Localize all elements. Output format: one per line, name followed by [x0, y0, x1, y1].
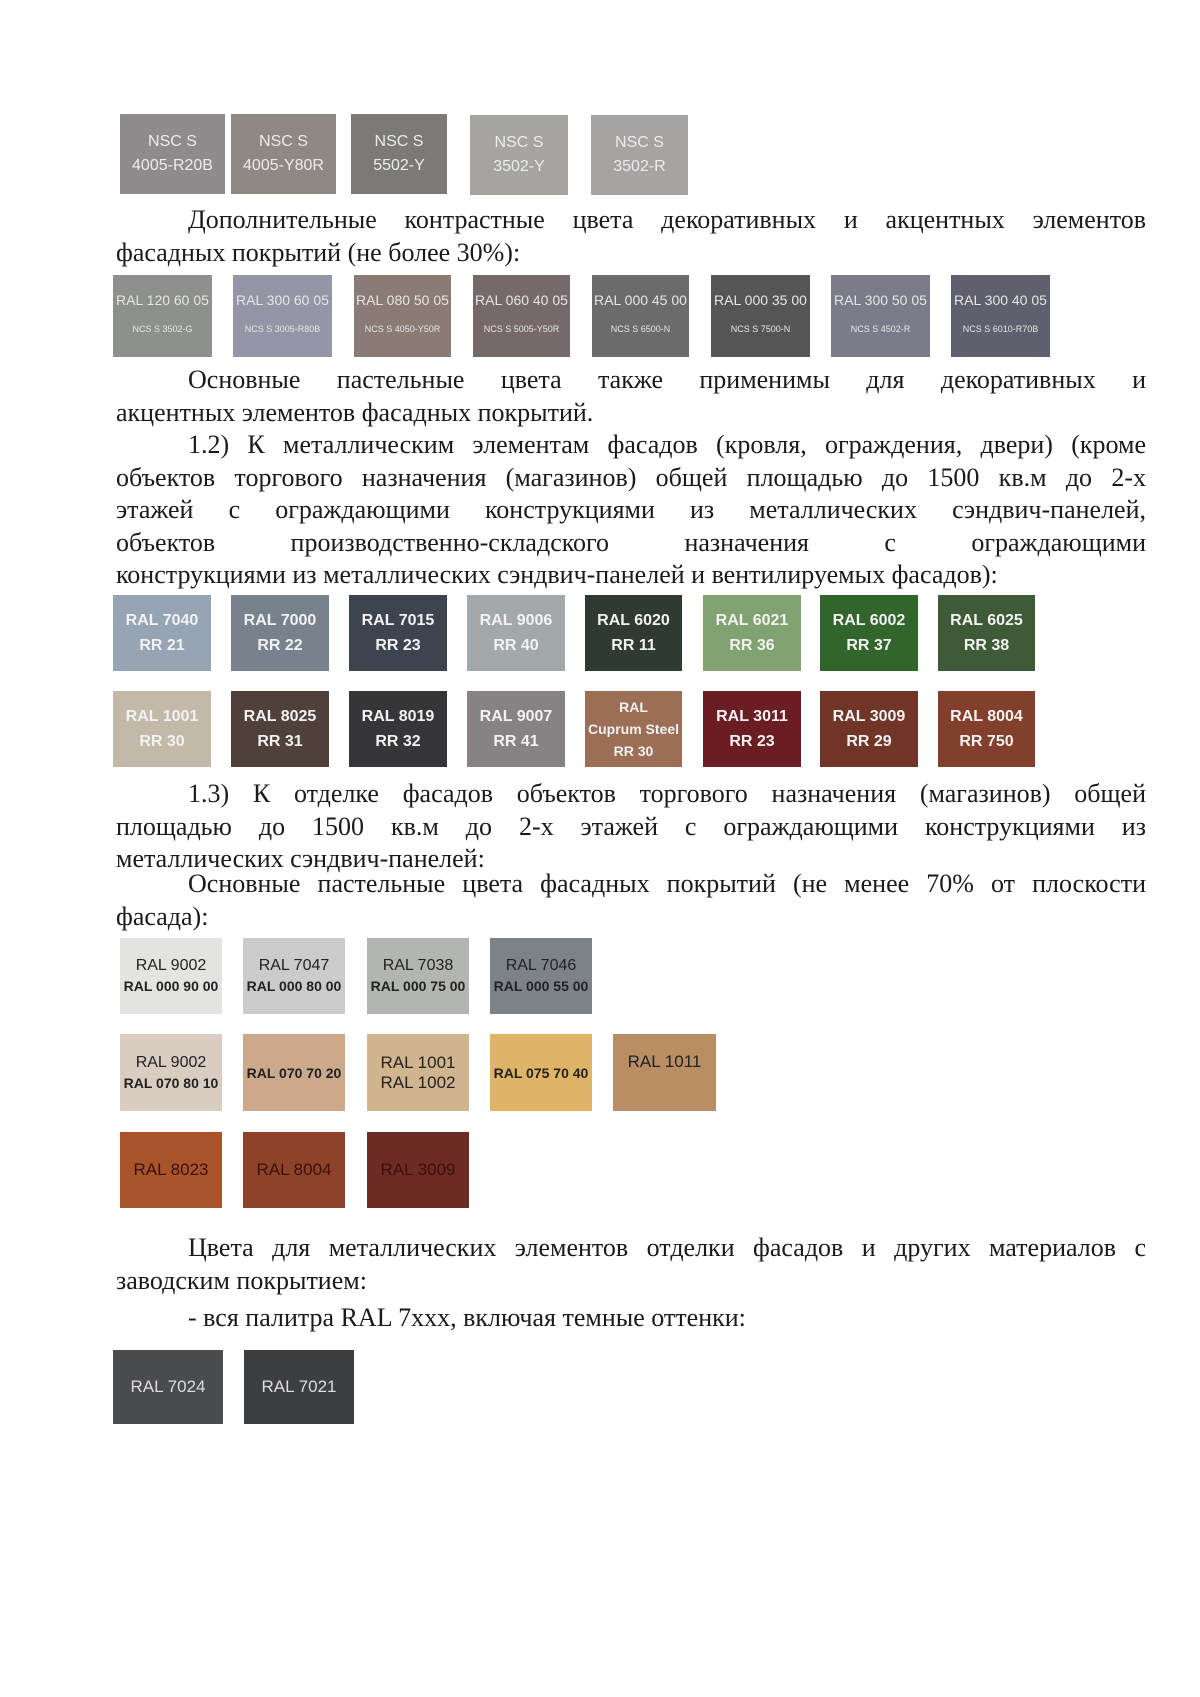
text-line: акцентных элементов фасадных покрытий. [116, 397, 594, 427]
swatch-label: RAL 7047 [258, 957, 330, 974]
swatch-label: NSC S [259, 133, 308, 150]
swatch-label: RAL 9006 [479, 612, 553, 629]
color-swatch [703, 595, 801, 671]
color-swatch [231, 691, 329, 767]
swatch-code: RR 29 [846, 733, 892, 750]
color-swatch [349, 691, 447, 767]
swatch-code: NCS S 7500-N [730, 324, 791, 334]
color-swatch [120, 938, 222, 1014]
swatch-label: RAL 6025 [950, 612, 1023, 629]
paragraph-section-1-2 [116, 429, 1146, 592]
swatch-label: RAL 7046 [505, 957, 577, 974]
color-swatch [831, 275, 930, 357]
swatch-code: RR 36 [729, 637, 775, 654]
color-swatch [585, 595, 682, 671]
swatch-code: RR 22 [257, 637, 303, 654]
swatch-label: RAL 7015 [361, 612, 435, 629]
paragraph-pastel-main [116, 868, 1146, 933]
swatch-code: NCS S 4050-Y50R [364, 324, 441, 334]
text-line: объектов торгового назначения (магазинов) общей площадью до 1500 кв.м до 2-х [116, 462, 1146, 492]
text-line: Основные пастельные цвета фасадных покрытий (не менее 70% от плоскости [188, 869, 1146, 898]
color-swatch [951, 275, 1050, 357]
swatch-label: RAL 9007 [479, 708, 553, 725]
swatch-label: RAL 060 40 05 [475, 292, 568, 308]
paragraph-contrast-colors [116, 204, 1146, 269]
color-swatch [244, 1350, 354, 1424]
color-swatch [467, 595, 565, 671]
color-swatch [243, 1034, 345, 1111]
color-swatch [592, 275, 689, 357]
text-line: объектов производственно-складского назначения с ограждающими [116, 527, 1146, 557]
swatch-code: NCS S 6500-N [610, 324, 671, 334]
swatch-label: RAL 7038 [382, 957, 454, 974]
swatch-code: RR 31 [257, 733, 303, 750]
swatch-label: RAL 6020 [597, 612, 670, 629]
swatch-code: RR 40 [493, 637, 539, 654]
paragraph-metal-factory [116, 1232, 1146, 1297]
color-swatch [367, 938, 469, 1014]
swatch-label: RAL 7021 [261, 1377, 337, 1396]
swatch-code: RR 30 [613, 743, 654, 759]
swatch-label: RAL 8004 [950, 708, 1023, 725]
swatch-code: NCS S 6010-R70B [962, 324, 1039, 334]
paragraph-section-1-3 [116, 778, 1146, 876]
swatch-label: RAL [619, 699, 648, 715]
swatch-label: RAL 7000 [243, 612, 317, 629]
color-swatch [490, 1034, 592, 1111]
text-line: Основные пастельные цвета также применимы для декоративных и [188, 365, 1146, 394]
text-line: 1.3) К отделке фасадов объектов торгового назначения (магазинов) общей [188, 779, 1146, 808]
swatch-code: NCS S 5005-Y50R [483, 324, 560, 334]
swatch-label: RAL 070 70 20 [246, 1064, 342, 1081]
swatch-code: NCS S 4502-R [850, 324, 911, 334]
color-swatch [473, 275, 570, 357]
swatch-code: RAL 000 55 00 [493, 978, 589, 994]
color-swatch [367, 1034, 469, 1111]
swatch-code: RAL 070 80 10 [123, 1074, 219, 1091]
text-line: этажей с ограждающими конструкциями из металлических сэндвич-панелей, [116, 495, 1146, 524]
swatch-code: 3502-Y [493, 158, 545, 175]
color-swatch [349, 595, 447, 671]
swatch-code: RAL 1002 [380, 1072, 456, 1092]
color-swatch [120, 1034, 222, 1111]
text-line: фасадных покрытий (не более 30%): [116, 237, 521, 267]
color-swatch [113, 1350, 223, 1424]
text-line: площадью до 1500 кв.м до 2-х этажей с ограждающими конструкциями из [116, 811, 1146, 841]
swatch-code: 4005-Y80R [243, 157, 324, 174]
swatch-name: Cuprum Steel [587, 721, 679, 737]
swatch-label: RAL 9002 [135, 1053, 207, 1071]
swatch-code: RR 750 [959, 733, 1014, 750]
color-swatch [243, 1132, 345, 1208]
color-swatch [938, 691, 1035, 767]
swatch-label: RAL 300 40 05 [954, 292, 1047, 308]
paragraph-ral-7xxx [116, 1302, 1146, 1335]
paragraph-pastel-applicable [116, 364, 1146, 429]
swatch-label: RAL 1011 [627, 1052, 702, 1071]
color-swatch [354, 275, 451, 357]
color-swatch [113, 275, 212, 357]
color-swatch [613, 1034, 716, 1111]
swatch-label: RAL 080 50 05 [356, 292, 449, 308]
swatch-label: RAL 6021 [715, 612, 789, 629]
swatch-code: RR 30 [139, 733, 185, 750]
swatch-code: RAL 000 80 00 [246, 978, 342, 994]
swatch-label: RAL 7024 [130, 1377, 206, 1396]
text-line: Цвета для металлических элементов отделки фасадов и других материалов с [188, 1233, 1146, 1262]
color-swatch [231, 595, 329, 671]
swatch-label: RAL 8004 [256, 1160, 332, 1179]
color-swatch [120, 1132, 222, 1208]
swatch-label: RAL 075 70 40 [493, 1064, 589, 1081]
swatch-code: RR 32 [375, 733, 421, 750]
color-swatch [591, 115, 688, 195]
swatch-label: RAL 000 35 00 [714, 292, 807, 308]
swatch-code: RR 21 [139, 637, 185, 654]
color-swatch [367, 1132, 469, 1208]
swatch-code: NCS S 3005-R80B [244, 324, 321, 334]
color-swatch [820, 595, 918, 671]
color-swatch [467, 691, 565, 767]
swatch-label: NSC S [615, 134, 664, 151]
swatch-label: RAL 6002 [832, 612, 906, 629]
color-swatch [711, 275, 810, 357]
swatch-label: NSC S [374, 133, 424, 150]
swatch-code: RAL 000 75 00 [370, 978, 466, 994]
swatch-label: NSC S [494, 134, 544, 151]
color-swatch [820, 691, 918, 767]
swatch-label: RAL 3011 [716, 708, 788, 725]
text-line: Дополнительные контрастные цвета декоративных и акцентных элементов [188, 205, 1146, 234]
swatch-code: 4005-R20B [132, 157, 213, 174]
color-swatch [233, 275, 332, 357]
swatch-label: RAL 000 45 00 [594, 292, 687, 308]
swatch-label: RAL 8025 [243, 708, 317, 725]
color-swatch [703, 691, 801, 767]
text-line: - вся палитра RAL 7xxx, включая темные оттенки: [188, 1303, 746, 1332]
color-swatch [120, 114, 225, 194]
swatch-label: RAL 300 50 05 [834, 292, 927, 308]
swatch-code: RR 11 [611, 637, 656, 654]
swatch-code: RR 23 [375, 637, 421, 654]
swatch-code: RR 37 [846, 637, 892, 654]
color-swatch [243, 938, 345, 1014]
text-line: конструкциями из металлических сэндвич-панелей и вентилируемых фасадов): [116, 560, 998, 589]
text-line: фасада): [116, 901, 209, 931]
swatch-label: RAL 3009 [380, 1160, 456, 1179]
swatch-label: RAL 300 60 05 [236, 292, 329, 308]
swatch-label: RAL 9002 [135, 957, 207, 974]
swatch-label: RAL 120 60 05 [116, 292, 209, 308]
color-swatch [938, 595, 1035, 671]
swatch-code: 3502-R [613, 158, 666, 175]
swatch-code: RR 23 [729, 733, 775, 750]
color-swatch [470, 115, 568, 195]
swatch-label: RAL 1001 [125, 708, 199, 725]
swatch-label: RAL 7040 [125, 612, 199, 629]
swatch-label: RAL 8019 [361, 708, 435, 725]
swatch-code: 5502-Y [373, 157, 425, 174]
swatch-code: RR 41 [493, 733, 539, 750]
color-swatch [585, 691, 682, 767]
swatch-label: RAL 8023 [133, 1160, 209, 1179]
swatch-code: NCS S 3502-G [132, 324, 193, 334]
color-swatch [351, 114, 447, 194]
swatch-code: RAL 000 90 00 [123, 978, 219, 994]
color-swatch [113, 691, 211, 767]
text-line: заводским покрытием: [116, 1265, 367, 1295]
text-line: металлических сэндвич-панелей: [116, 844, 485, 873]
swatch-label: RAL 1001 [380, 1052, 456, 1072]
text-line: 1.2) К металлическим элементам фасадов (кровля, ограждения, двери) (кроме [188, 430, 1146, 459]
swatch-label: RAL 3009 [832, 708, 906, 725]
color-swatch [490, 938, 592, 1014]
swatch-code: RR 38 [963, 637, 1010, 654]
color-swatch [231, 114, 336, 194]
color-swatch [113, 595, 211, 671]
swatch-label: NSC S [148, 133, 197, 150]
